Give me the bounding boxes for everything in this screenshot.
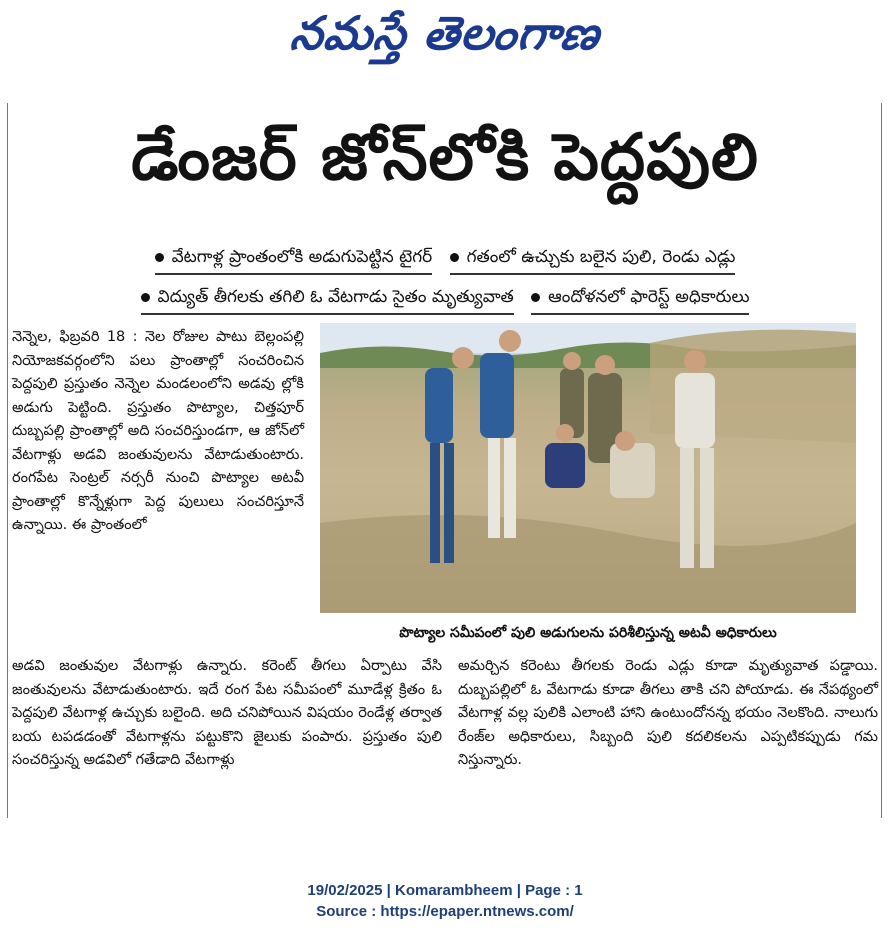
subhead-item <box>450 244 736 275</box>
footer <box>0 880 890 922</box>
subhead-item <box>155 244 433 275</box>
bullet-icon <box>531 293 540 302</box>
footer-source: Source : https://epaper.ntnews.com/ <box>316 903 574 920</box>
bullet-icon <box>155 253 164 262</box>
subhead-text: గతంలో ఉచ్చుకు బలైన పులి, రెండు ఎడ్లు <box>466 247 736 267</box>
subhead-item <box>531 284 749 315</box>
article-column-left-top: నెన్నెల, ఫిబ్రవరి 18 : నెల రోజుల పాటు బెల్లంపల్లి నియోజకవర్గంలోని పలు ప్రాంతాల్లో సంచరించిన పెద్దపులి ప్రస్తుతం నెన్నెల మండలంలోని అడవు ల్లోకి అడుగు పెట్టింది. ప్రస్తుతం పొట్యాల, చిత్తపూర్ దుబ్బపల్లి ప్రాంతాల్లో అది సంచరిస్తుండగా, ఆ జోన్‌లో వేటగాళ్లు అడవి జంతువులను వేటాడుతుంటారు. రంగపేట సెంట్రల్ నర్సరీ నుంచి పొట్యాల అటవీ ప్రాంతాల్లో కొన్నేళ్లుగా పెద్ద పులులు సంచరిస్తూనే ఉన్నాయి. ఈ ప్రాంతంలో <box>12 329 304 533</box>
column-rule-right <box>881 103 882 818</box>
article-column-right-bottom: అమర్చిన కరెంటు తీగలకు రెండు ఎడ్లు కూడా మృత్యువాత పడ్డాయి. దుబ్బపల్లిలో ఓ వేటగాడు కూడా తీగలు తాకి చని పోయాడు. ఈ నేపథ్యంలో వేటగాళ్ల వల్ల పులికి ఎలాంటి హాని ఉంటుందోనన్న భయం నెలకొంది. నాలుగు రేంజ్‌ల అధికారులు, సిబ్బంది పులి కదలికలను ఎప్పటికప్పుడు గమ నిస్తున్నారు. <box>458 658 878 768</box>
bullet-icon <box>450 253 459 262</box>
subhead-row-2 <box>0 284 890 315</box>
subhead-text: వేటగాళ్ల ప్రాంతంలోకి అడుగుపెట్టిన టైగర్ <box>171 247 433 267</box>
subhead-text: ఆందోళనలో ఫారెస్ట్ అధికారులు <box>548 287 750 307</box>
article-column-left-bottom: అడవి జంతువుల వేటగాళ్లు ఉన్నారు. కరెంట్ తీగలు ఏర్పాటు వేసి జంతువులను వేటాడుతుంటారు. ఇదే రంగ పేట సమీపంలో మూడేళ్ల క్రితం ఓ పెద్దపులి వేటగాళ్ల ఉచ్చుకు బలైంది. అది చనిపోయిన విషయం రెండేళ్ల తర్వాత బయ టపడడంతో వేటగాళ్లను పట్టుకొని జైలుకు పంపారు. ప్రస్తుతం పులి సంచరిస్తున్న అడవిలో గతేడాది వేటగాళ్లు <box>12 658 442 768</box>
subhead-row-1 <box>0 244 890 275</box>
subhead-item <box>141 284 514 315</box>
photo-caption: పొట్యాల సమీపంలో పులి అడుగులను పరిశీలిస్తున్న అటవీ అధికారులు <box>399 625 777 641</box>
newspaper-logo: నమస్తే తెలంగాణ <box>288 6 604 60</box>
headline: డేంజర్ జోన్‌లోకి పెద్దపులి <box>131 121 759 195</box>
forest-officials-photo <box>320 323 856 613</box>
column-rule-left <box>7 103 8 818</box>
news-photo <box>320 323 856 613</box>
footer-date-edition: 19/02/2025 | Komarambheem | Page : 1 <box>307 882 583 899</box>
bullet-icon <box>141 293 150 302</box>
subhead-text: విద్యుత్ తీగలకు తగిలి ఓ వేటగాడు సైతం మృత్యువాత <box>157 287 514 307</box>
masthead <box>0 0 890 80</box>
